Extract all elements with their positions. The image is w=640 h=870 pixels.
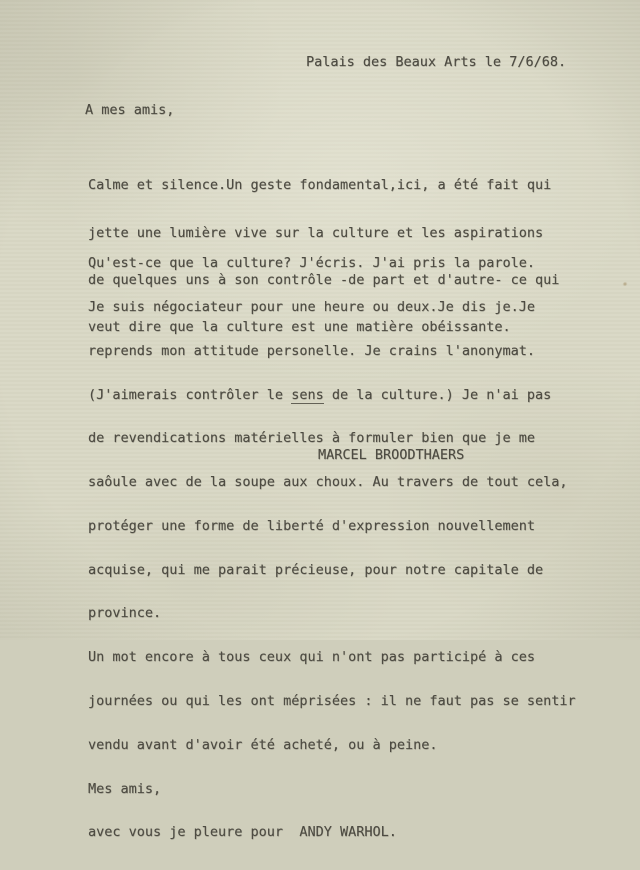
letter-line: Qu'est-ce que la culture? J'écris. J'ai pris la parole.: [88, 255, 536, 272]
letter-line: jette une lumière vive sur la culture et les aspirations: [88, 224, 544, 241]
letter-line-underlined: [88, 388, 576, 403]
letter-line: province.: [88, 605, 162, 622]
letter-line: saôule avec de la soupe aux choux. Au travers de tout cela,: [88, 474, 568, 491]
salutation: A mes amis,: [85, 102, 175, 118]
letter-line: Un mot encore à tous ceux qui n'ont pas participé à ces: [88, 649, 536, 666]
letter-line: Calme et silence.Un geste fondamental,ici, a été fait qui: [88, 177, 552, 194]
paper-speck: [621, 281, 628, 287]
letter-line: journées ou qui les ont méprisées : il ne faut pas se sentir: [88, 693, 576, 709]
letter-line: reprends mon attitude personelle. Je crains l'anonymat.: [88, 342, 536, 359]
signature: MARCEL BROODTHAERS: [318, 447, 465, 463]
paragraph-2: [88, 224, 576, 869]
underlined-word: sens: [291, 386, 324, 403]
letter-line: acquise, qui me parait précieuse, pour notre capitale de: [88, 561, 544, 578]
underline-post: de la culture.) Je n'ai pas: [323, 386, 552, 403]
letter-line: de quelques uns à son contrôle -de part et d'autre- ce qui: [88, 271, 560, 288]
letter-line: avec vous je pleure pour ANDY WARHOL.: [88, 824, 397, 841]
underline-pre: (J'aimerais contrôler le: [88, 386, 292, 403]
letter-line: protéger une forme de liberté d'expression nouvellement: [88, 517, 536, 534]
letter-line: veut dire que la culture est une matière obéissante.: [88, 318, 511, 335]
letter-line: vendu avant d'avoir été acheté, ou à peine.: [88, 736, 438, 753]
letter-line: Mes amis,: [88, 780, 162, 797]
dateline: Palais des Beaux Arts le 7/6/68.: [306, 54, 567, 70]
letter-line: Je suis négociateur pour une heure ou deux.Je dis je.Je: [88, 298, 536, 315]
letter-line: de revendications matérielles à formuler bien que je me: [88, 430, 536, 447]
